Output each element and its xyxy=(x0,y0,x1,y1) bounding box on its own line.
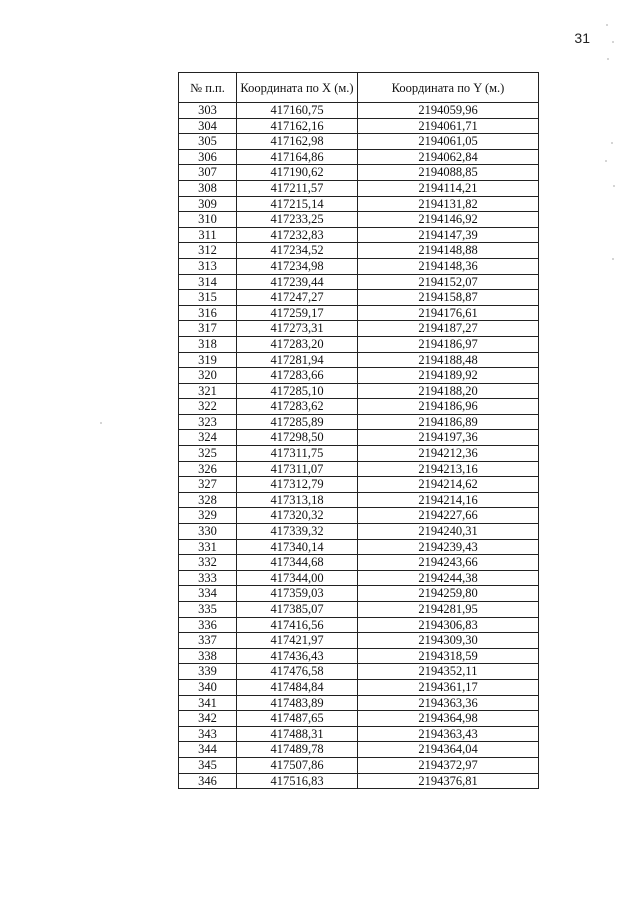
cell-index: 317 xyxy=(179,321,237,337)
column-header-index: № п.п. xyxy=(179,73,237,103)
cell-index: 340 xyxy=(179,679,237,695)
cell-y-coordinate: 2194148,88 xyxy=(358,243,539,259)
cell-x-coordinate: 417476,58 xyxy=(237,664,358,680)
cell-x-coordinate: 417273,31 xyxy=(237,321,358,337)
table-row xyxy=(179,305,539,321)
cell-y-coordinate: 2194212,36 xyxy=(358,446,539,462)
cell-index: 339 xyxy=(179,664,237,680)
cell-y-coordinate: 2194088,85 xyxy=(358,165,539,181)
table-row xyxy=(179,742,539,758)
table-row xyxy=(179,290,539,306)
cell-x-coordinate: 417234,98 xyxy=(237,258,358,274)
cell-y-coordinate: 2194061,05 xyxy=(358,134,539,150)
cell-x-coordinate: 417283,66 xyxy=(237,368,358,384)
table-row xyxy=(179,679,539,695)
cell-y-coordinate: 2194281,95 xyxy=(358,602,539,618)
cell-index: 337 xyxy=(179,633,237,649)
cell-index: 305 xyxy=(179,134,237,150)
table-row xyxy=(179,570,539,586)
cell-index: 304 xyxy=(179,118,237,134)
table-row xyxy=(179,461,539,477)
cell-y-coordinate: 2194259,80 xyxy=(358,586,539,602)
cell-index: 334 xyxy=(179,586,237,602)
cell-y-coordinate: 2194243,66 xyxy=(358,555,539,571)
cell-y-coordinate: 2194158,87 xyxy=(358,290,539,306)
cell-y-coordinate: 2194352,11 xyxy=(358,664,539,680)
table-row xyxy=(179,648,539,664)
table-row xyxy=(179,383,539,399)
table-row xyxy=(179,118,539,134)
column-header-x: Координата по X (м.) xyxy=(237,73,358,103)
cell-x-coordinate: 417385,07 xyxy=(237,602,358,618)
page-number: 31 xyxy=(574,30,590,46)
cell-y-coordinate: 2194147,39 xyxy=(358,227,539,243)
cell-index: 343 xyxy=(179,726,237,742)
cell-x-coordinate: 417416,56 xyxy=(237,617,358,633)
cell-index: 326 xyxy=(179,461,237,477)
cell-index: 310 xyxy=(179,212,237,228)
cell-x-coordinate: 417483,89 xyxy=(237,695,358,711)
table-row xyxy=(179,695,539,711)
cell-y-coordinate: 2194318,59 xyxy=(358,648,539,664)
cell-index: 303 xyxy=(179,103,237,119)
table-row xyxy=(179,555,539,571)
cell-x-coordinate: 417285,10 xyxy=(237,383,358,399)
cell-x-coordinate: 417239,44 xyxy=(237,274,358,290)
cell-y-coordinate: 2194061,71 xyxy=(358,118,539,134)
scan-speck xyxy=(100,422,102,424)
cell-index: 309 xyxy=(179,196,237,212)
cell-y-coordinate: 2194197,36 xyxy=(358,430,539,446)
cell-x-coordinate: 417484,84 xyxy=(237,679,358,695)
cell-y-coordinate: 2194240,31 xyxy=(358,524,539,540)
cell-index: 345 xyxy=(179,757,237,773)
cell-index: 320 xyxy=(179,368,237,384)
cell-index: 306 xyxy=(179,149,237,165)
cell-index: 318 xyxy=(179,336,237,352)
scan-speck xyxy=(612,258,614,260)
cell-x-coordinate: 417312,79 xyxy=(237,477,358,493)
cell-y-coordinate: 2194131,82 xyxy=(358,196,539,212)
cell-x-coordinate: 417233,25 xyxy=(237,212,358,228)
table-row xyxy=(179,352,539,368)
cell-index: 344 xyxy=(179,742,237,758)
cell-index: 322 xyxy=(179,399,237,415)
scan-speck xyxy=(605,160,607,162)
cell-y-coordinate: 2194189,92 xyxy=(358,368,539,384)
column-header-y: Координата по Y (м.) xyxy=(358,73,539,103)
cell-x-coordinate: 417298,50 xyxy=(237,430,358,446)
table-row xyxy=(179,446,539,462)
cell-y-coordinate: 2194306,83 xyxy=(358,617,539,633)
table-row xyxy=(179,508,539,524)
table-row xyxy=(179,602,539,618)
cell-x-coordinate: 417285,89 xyxy=(237,414,358,430)
table-row xyxy=(179,773,539,789)
table-row xyxy=(179,414,539,430)
cell-x-coordinate: 417162,98 xyxy=(237,134,358,150)
table-row xyxy=(179,492,539,508)
cell-y-coordinate: 2194227,66 xyxy=(358,508,539,524)
cell-index: 335 xyxy=(179,602,237,618)
cell-x-coordinate: 417436,43 xyxy=(237,648,358,664)
cell-index: 333 xyxy=(179,570,237,586)
cell-index: 346 xyxy=(179,773,237,789)
table-row xyxy=(179,726,539,742)
cell-y-coordinate: 2194364,04 xyxy=(358,742,539,758)
cell-x-coordinate: 417339,32 xyxy=(237,524,358,540)
cell-index: 307 xyxy=(179,165,237,181)
cell-index: 341 xyxy=(179,695,237,711)
cell-y-coordinate: 2194363,36 xyxy=(358,695,539,711)
table-row xyxy=(179,368,539,384)
table-row xyxy=(179,524,539,540)
cell-y-coordinate: 2194186,96 xyxy=(358,399,539,415)
cell-y-coordinate: 2194214,62 xyxy=(358,477,539,493)
table-row xyxy=(179,430,539,446)
cell-y-coordinate: 2194152,07 xyxy=(358,274,539,290)
cell-y-coordinate: 2194186,97 xyxy=(358,336,539,352)
cell-x-coordinate: 417311,75 xyxy=(237,446,358,462)
table-row xyxy=(179,180,539,196)
table-row xyxy=(179,134,539,150)
cell-x-coordinate: 417516,83 xyxy=(237,773,358,789)
table-row xyxy=(179,539,539,555)
cell-x-coordinate: 417311,07 xyxy=(237,461,358,477)
cell-index: 332 xyxy=(179,555,237,571)
table-row xyxy=(179,321,539,337)
cell-y-coordinate: 2194062,84 xyxy=(358,149,539,165)
scan-speck xyxy=(606,24,608,26)
table-row xyxy=(179,103,539,119)
cell-x-coordinate: 417313,18 xyxy=(237,492,358,508)
cell-index: 329 xyxy=(179,508,237,524)
cell-index: 315 xyxy=(179,290,237,306)
cell-index: 316 xyxy=(179,305,237,321)
cell-y-coordinate: 2194364,98 xyxy=(358,711,539,727)
cell-x-coordinate: 417320,32 xyxy=(237,508,358,524)
cell-x-coordinate: 417247,27 xyxy=(237,290,358,306)
cell-index: 313 xyxy=(179,258,237,274)
cell-y-coordinate: 2194148,36 xyxy=(358,258,539,274)
cell-y-coordinate: 2194188,20 xyxy=(358,383,539,399)
cell-x-coordinate: 417507,86 xyxy=(237,757,358,773)
cell-y-coordinate: 2194188,48 xyxy=(358,352,539,368)
cell-y-coordinate: 2194309,30 xyxy=(358,633,539,649)
cell-index: 321 xyxy=(179,383,237,399)
scan-speck xyxy=(611,142,613,144)
cell-index: 336 xyxy=(179,617,237,633)
cell-index: 331 xyxy=(179,539,237,555)
cell-y-coordinate: 2194114,21 xyxy=(358,180,539,196)
cell-x-coordinate: 417164,86 xyxy=(237,149,358,165)
cell-y-coordinate: 2194214,16 xyxy=(358,492,539,508)
cell-x-coordinate: 417259,17 xyxy=(237,305,358,321)
cell-index: 311 xyxy=(179,227,237,243)
cell-x-coordinate: 417489,78 xyxy=(237,742,358,758)
table-row xyxy=(179,165,539,181)
cell-x-coordinate: 417232,83 xyxy=(237,227,358,243)
cell-index: 308 xyxy=(179,180,237,196)
table-row xyxy=(179,633,539,649)
cell-y-coordinate: 2194363,43 xyxy=(358,726,539,742)
cell-index: 328 xyxy=(179,492,237,508)
cell-index: 314 xyxy=(179,274,237,290)
coordinates-table xyxy=(178,72,539,789)
cell-y-coordinate: 2194176,61 xyxy=(358,305,539,321)
cell-x-coordinate: 417281,94 xyxy=(237,352,358,368)
table-row xyxy=(179,586,539,602)
table-row xyxy=(179,664,539,680)
table-row xyxy=(179,243,539,259)
cell-index: 319 xyxy=(179,352,237,368)
cell-x-coordinate: 417488,31 xyxy=(237,726,358,742)
cell-x-coordinate: 417162,16 xyxy=(237,118,358,134)
cell-index: 342 xyxy=(179,711,237,727)
table-row xyxy=(179,617,539,633)
cell-index: 327 xyxy=(179,477,237,493)
cell-index: 324 xyxy=(179,430,237,446)
cell-y-coordinate: 2194376,81 xyxy=(358,773,539,789)
table-row xyxy=(179,711,539,727)
table-row xyxy=(179,399,539,415)
cell-x-coordinate: 417283,20 xyxy=(237,336,358,352)
cell-x-coordinate: 417160,75 xyxy=(237,103,358,119)
cell-y-coordinate: 2194186,89 xyxy=(358,414,539,430)
cell-y-coordinate: 2194213,16 xyxy=(358,461,539,477)
table-row xyxy=(179,149,539,165)
cell-index: 312 xyxy=(179,243,237,259)
cell-index: 330 xyxy=(179,524,237,540)
table-row xyxy=(179,757,539,773)
cell-x-coordinate: 417215,14 xyxy=(237,196,358,212)
table-row xyxy=(179,258,539,274)
cell-index: 338 xyxy=(179,648,237,664)
cell-y-coordinate: 2194244,38 xyxy=(358,570,539,586)
cell-index: 325 xyxy=(179,446,237,462)
cell-x-coordinate: 417344,68 xyxy=(237,555,358,571)
cell-x-coordinate: 417340,14 xyxy=(237,539,358,555)
cell-x-coordinate: 417359,03 xyxy=(237,586,358,602)
cell-y-coordinate: 2194361,17 xyxy=(358,679,539,695)
cell-y-coordinate: 2194059,96 xyxy=(358,103,539,119)
cell-x-coordinate: 417283,62 xyxy=(237,399,358,415)
scan-speck xyxy=(607,58,609,60)
table-row xyxy=(179,477,539,493)
cell-y-coordinate: 2194372,97 xyxy=(358,757,539,773)
cell-y-coordinate: 2194187,27 xyxy=(358,321,539,337)
table-row xyxy=(179,212,539,228)
table-row xyxy=(179,274,539,290)
cell-x-coordinate: 417421,97 xyxy=(237,633,358,649)
cell-y-coordinate: 2194239,43 xyxy=(358,539,539,555)
table-row xyxy=(179,227,539,243)
scan-speck xyxy=(612,41,614,43)
cell-y-coordinate: 2194146,92 xyxy=(358,212,539,228)
table-row xyxy=(179,196,539,212)
cell-x-coordinate: 417487,65 xyxy=(237,711,358,727)
table-header-row xyxy=(179,73,539,103)
cell-x-coordinate: 417234,52 xyxy=(237,243,358,259)
cell-x-coordinate: 417190,62 xyxy=(237,165,358,181)
table-row xyxy=(179,336,539,352)
cell-x-coordinate: 417344,00 xyxy=(237,570,358,586)
cell-index: 323 xyxy=(179,414,237,430)
scan-speck xyxy=(613,185,615,187)
cell-x-coordinate: 417211,57 xyxy=(237,180,358,196)
